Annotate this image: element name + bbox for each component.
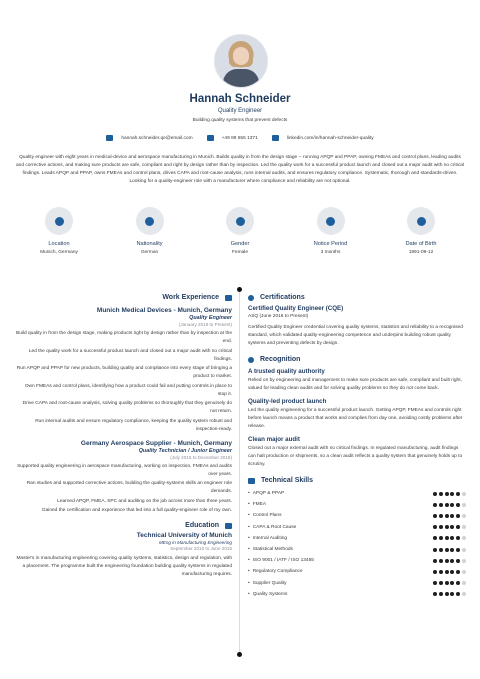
- education-degree: MEng in Manufacturing Engineering: [158, 540, 232, 545]
- skill-level-dot: [456, 525, 460, 529]
- location-icon: [55, 217, 64, 226]
- checklist-icon: [248, 478, 255, 484]
- education-description: Master's in manufacturing engineering covering quality systems, statistics, design and regulation, with a placement. The programme built the engineering foundation building quality systems in regulated manufacturing requires.: [16, 556, 232, 577]
- fact-label: Date of Birth: [405, 241, 437, 247]
- cake-icon: [417, 217, 426, 226]
- skill-level-dot: [439, 570, 443, 574]
- education-school: Technical University of Munich: [136, 532, 232, 539]
- skill-row: [248, 488, 466, 499]
- section-title-skills: Technical Skills: [248, 477, 466, 484]
- education-dates: September 2010 to June 2015: [170, 546, 232, 551]
- skill-level-dot: [462, 525, 466, 529]
- contact-linkedin[interactable]: [272, 135, 374, 141]
- right-column: [248, 294, 466, 600]
- candidate-name: Hannah Schneider: [189, 93, 291, 105]
- briefcase-icon: [225, 295, 232, 301]
- skill-level-dot: [462, 514, 466, 518]
- skill-level-dot: [433, 514, 437, 518]
- skill-row: [248, 544, 466, 555]
- hourglass-icon: [326, 217, 335, 226]
- skill-level-dot: [450, 536, 454, 540]
- skill-level: [433, 559, 466, 563]
- skill-level-dot: [445, 503, 449, 507]
- skill-level-dot: [456, 548, 460, 552]
- skill-level: [433, 570, 466, 574]
- recognition-text: Led the quality engineering for a successful product launch. Getting APQP, FMEAs and controls right before launch means a product that works and complies from day one, avoiding costly problems after release.: [248, 408, 463, 429]
- certificate-icon: [248, 295, 254, 301]
- recognition-text: Relied on by engineering and management to make sure products are safe, compliant and built right, valued for leading clean audits and for solving quality problems so they do not come back.: [248, 378, 462, 391]
- fact-date-of-birth: [376, 207, 466, 255]
- skill-level-dot: [433, 581, 437, 585]
- contact-phone[interactable]: [207, 135, 258, 141]
- skill-level-dot: [433, 548, 437, 552]
- skill-level-dot: [445, 525, 449, 529]
- skill-level-dot: [456, 503, 460, 507]
- skill-level-dot: [456, 536, 460, 540]
- skill-level-dot: [439, 525, 443, 529]
- skill-level-dot: [456, 570, 460, 574]
- skill-level-dot: [462, 592, 466, 596]
- job-bullet: Supported quality engineering in aerospace manufacturing, working on inspection, FMEAs and audits over years.: [17, 463, 232, 477]
- job-dates: (January 2019 to Present): [178, 322, 232, 327]
- skill-name: • FMEA: [248, 502, 266, 507]
- linkedin-icon: [272, 135, 279, 141]
- fact-value: Female: [232, 250, 248, 255]
- skill-level-dot: [462, 581, 466, 585]
- job-entry: [16, 307, 232, 434]
- skill-level-dot: [450, 503, 454, 507]
- job-bullet: Ran studies and supported corrective actions, building the quality-systems skills an engineer role demands.: [26, 481, 232, 494]
- skill-level-dot: [445, 536, 449, 540]
- candidate-tagline: Building quality systems that prevent defects: [192, 118, 288, 123]
- job-company: Munich Medical Devices - Munich, Germany: [96, 307, 232, 314]
- job-dates: (July 2015 to December 2018): [170, 454, 232, 460]
- skill-level-dot: [445, 492, 449, 496]
- section-title-recognition: Recognition: [248, 356, 466, 363]
- skill-level: [433, 536, 466, 540]
- fact-location: [14, 207, 104, 255]
- skill-level: [433, 514, 466, 518]
- skill-level-dot: [450, 570, 454, 574]
- fact-label: Gender: [230, 241, 250, 247]
- skill-level-dot: [439, 548, 443, 552]
- graduation-cap-icon: [225, 523, 232, 529]
- job-bullet: Led the quality work for a successful product launch and closed out a major audit with no critical findings.: [28, 348, 232, 362]
- skill-name: • Statistical Methods: [248, 547, 293, 552]
- skill-level-dot: [439, 503, 443, 507]
- certification-description: Certified Quality Engineer credential covering quality systems, statistics and reliability to a recognised standard, which validated quality-engineering competence and underpins building robust quality systems and preventing defects by design.: [248, 325, 463, 346]
- email-icon: [106, 135, 113, 141]
- person-icon: [236, 217, 245, 226]
- skill-row: [248, 566, 466, 577]
- skill-row: [248, 499, 466, 510]
- skill-level-dot: [439, 559, 443, 563]
- job-position: Quality Engineer: [189, 315, 232, 321]
- job-bullets: [16, 463, 232, 516]
- recognition-title: Quality-led product launch: [248, 398, 327, 405]
- skill-name: • Quality Systems: [248, 592, 287, 597]
- job-bullet: Drive CAPA and root-cause analysis, solving quality problems so thoroughly that they genuinely do not return.: [22, 401, 232, 414]
- job-bullet: Build quality in from the design stage, making products right by design rather than by inspection at the end.: [16, 331, 232, 344]
- job-bullet: Learned APQP, FMEA, SPC and auditing on the job across more than three years.: [57, 498, 232, 504]
- skill-level-dot: [456, 581, 460, 585]
- certification-name: Certified Quality Engineer (CQE): [248, 305, 344, 312]
- skill-name: • Internal Auditing: [248, 536, 287, 541]
- skill-level-dot: [462, 503, 466, 507]
- skill-level-dot: [445, 559, 449, 563]
- recognition-title: A trusted quality authority: [248, 368, 325, 375]
- skill-level: [433, 525, 466, 529]
- skill-level-dot: [456, 559, 460, 563]
- skill-level: [433, 492, 466, 496]
- job-bullets: [16, 330, 232, 434]
- skill-level-dot: [450, 559, 454, 563]
- contact-phone-text: +49 89 555 1371: [221, 135, 258, 141]
- flag-icon: [145, 217, 154, 226]
- skill-level-dot: [439, 581, 443, 585]
- fact-value: Munich, Germany: [40, 250, 78, 255]
- skill-level-dot: [462, 548, 466, 552]
- skill-row: [248, 555, 466, 566]
- skill-level-dot: [433, 592, 437, 596]
- skill-name: • APQP & PPAP: [248, 491, 284, 496]
- profile-photo: [214, 34, 268, 88]
- skill-level-dot: [450, 592, 454, 596]
- skill-level-dot: [445, 581, 449, 585]
- skill-row: [248, 522, 466, 533]
- skill-level-dot: [456, 514, 460, 518]
- recognition-title: Clean major audit: [248, 436, 300, 443]
- certification-issuer: ASQ (June 2016 to Present): [248, 314, 309, 319]
- skill-level-dot: [450, 525, 454, 529]
- fact-value: German: [140, 250, 159, 255]
- skill-level: [433, 548, 466, 552]
- skill-level-dot: [456, 492, 460, 496]
- timeline-dot-bottom: [237, 652, 242, 657]
- job-position: Quality Technician / Junior Engineer: [138, 447, 232, 454]
- fact-notice-period: [286, 207, 376, 255]
- phone-icon: [207, 135, 214, 141]
- skill-level-dot: [439, 492, 443, 496]
- skill-level-dot: [456, 592, 460, 596]
- skill-level: [433, 503, 466, 507]
- skill-name: • CAPA & Root Cause: [248, 525, 296, 530]
- skill-level-dot: [462, 536, 466, 540]
- timeline-dot-top: [237, 287, 242, 292]
- skill-level-dot: [450, 514, 454, 518]
- skill-level-dot: [433, 503, 437, 507]
- fact-label: Location: [48, 241, 70, 247]
- skill-level-dot: [433, 492, 437, 496]
- candidate-role: Quality Engineer: [217, 108, 263, 114]
- fact-nationality: [105, 207, 195, 255]
- skill-row: [248, 533, 466, 544]
- recognition-text: Closed out a major external audit with no critical findings. In regulated manufacturing, audit findings can halt production or shipments, so a clean audit reflects a quality system that genuinely holds up to scrutiny.: [248, 446, 463, 467]
- skill-level-dot: [445, 548, 449, 552]
- section-title-experience: Work Experience: [16, 294, 232, 301]
- skill-name: • Supplier Quality: [248, 581, 287, 586]
- contact-email[interactable]: [106, 135, 192, 141]
- job-bullet: Run APQP and PPAP for new products, building quality and compliance into every stage of bringing a product to market.: [16, 366, 232, 379]
- skill-level-dot: [445, 514, 449, 518]
- section-title-certifications: Certifications: [248, 294, 466, 301]
- skill-level-dot: [433, 525, 437, 529]
- job-company: Germany Aerospace Supplier - Munich, Germany: [80, 439, 232, 447]
- skill-name: • Control Plans: [248, 513, 281, 518]
- skill-level-dot: [445, 592, 449, 596]
- skill-level-dot: [433, 570, 437, 574]
- fact-value: 3 months: [320, 250, 341, 255]
- profile-summary: Quality engineer with eight years in medical-device and aerospace manufacturing in Munich. Builds quality in from the design stage -- running APQP and PPAP, owning FMEAs and control plans, leading audits and corrective actions, and making sure products are safe, compliant and right by design rather than by inspection. Led the quality work for a successful product launch and closed out a major audit with no critical findings. Leads APQP and PPAP, owns FMEAs and control plans, drives CAPA and root-cause analysis, runs internal audits, and ensures regulatory compliance. Systematic, thorough and standards-driven. Looking for a quality-engineer role with a manufacturer where compliance and reliability are not optional.: [16, 155, 464, 184]
- personal-facts: [14, 207, 466, 255]
- skill-level-dot: [445, 570, 449, 574]
- skill-row: [248, 589, 466, 600]
- fact-label: Notice Period: [313, 241, 348, 247]
- star-icon: [248, 357, 254, 363]
- timeline-divider: [239, 290, 240, 656]
- skill-level-dot: [450, 581, 454, 585]
- skill-level-dot: [450, 548, 454, 552]
- skill-level-dot: [433, 559, 437, 563]
- skill-level-dot: [439, 514, 443, 518]
- skill-level: [433, 581, 466, 585]
- skills-list: [248, 488, 466, 600]
- job-bullet: Gained the certification and experience that led into a full quality-engineer role of my own.: [41, 508, 232, 513]
- fact-value: 1991-09-12: [408, 250, 434, 255]
- left-column: [16, 294, 232, 579]
- contact-bar: [0, 135, 480, 141]
- skill-row: [248, 510, 466, 521]
- skill-level: [433, 592, 466, 596]
- skill-level-dot: [450, 492, 454, 496]
- fact-label: Nationality: [136, 241, 163, 247]
- fact-gender: [195, 207, 285, 255]
- skill-level-dot: [462, 492, 466, 496]
- job-bullet: Own FMEAs and control plans, identifying how a product could fail and putting controls in place to stop it.: [24, 383, 232, 397]
- skill-name: • Regulatory Compliance: [248, 569, 303, 574]
- skill-level-dot: [462, 570, 466, 574]
- contact-linkedin-text: linkedin.com/in/hannah-schneider-quality: [286, 135, 374, 141]
- skill-level-dot: [439, 592, 443, 596]
- skill-level-dot: [462, 559, 466, 563]
- job-bullet: Run internal audits and ensure regulatory compliance, keeping the quality system robust and inspection-ready.: [35, 418, 232, 432]
- contact-email-text: hannah.schneider.qe@email.com: [121, 135, 193, 141]
- skill-level-dot: [433, 536, 437, 540]
- job-entry: [16, 440, 232, 516]
- skill-row: [248, 578, 466, 589]
- skill-name: • ISO 9001 / IATF / ISO 13485: [248, 558, 314, 563]
- section-title-education: Education: [16, 522, 232, 529]
- skill-level-dot: [439, 536, 443, 540]
